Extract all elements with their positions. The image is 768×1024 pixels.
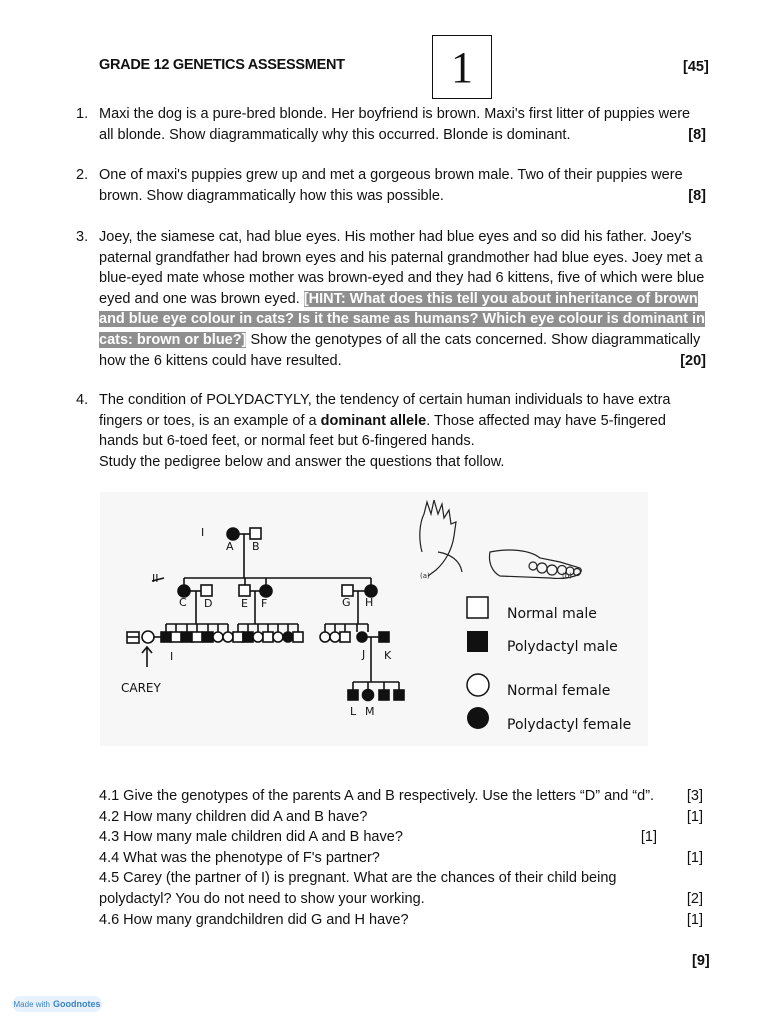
subquestion-text: 4.5 Carey (the partner of I) is pregnant. What are the chances of their child being	[99, 870, 617, 887]
label-j: J	[362, 648, 366, 661]
label-c: C	[179, 596, 187, 609]
subquestion-4-5-cont	[99, 889, 705, 910]
question-instruction: Study the pedigree below and answer the questions that follow.	[99, 453, 505, 470]
page-number: 1	[451, 42, 473, 92]
subquestion-4-6	[99, 910, 705, 931]
legend-filled-square	[467, 631, 488, 652]
question-marks: [8]	[688, 187, 706, 204]
generation-label-ii: II	[152, 572, 159, 585]
person-i	[161, 632, 171, 642]
person-e	[239, 585, 250, 596]
question-2	[76, 165, 706, 206]
question-marks: [20]	[680, 352, 706, 369]
assessment-title: GRADE 12 GENETICS ASSESSMENT	[99, 57, 345, 73]
legend-label-polydactyl-male: Polydactyl male	[507, 639, 618, 655]
person-m	[363, 690, 374, 701]
legend-label-normal-male: Normal male	[507, 606, 597, 622]
subquestion-list	[99, 786, 705, 930]
label-g: G	[342, 596, 351, 609]
question-text: The condition of POLYDACTYLY, the tendency of certain human individuals to have extra fingers or toes, is an example of a	[99, 392, 671, 429]
question-number: 4.	[76, 392, 89, 408]
label-carey: CAREY	[121, 681, 161, 695]
person-b	[250, 528, 261, 539]
subquestion-marks: [2]	[686, 890, 703, 907]
subquestion-text: 4.1 Give the genotypes of the parents A and B respectively. Use the letters “D” and “d”.	[99, 788, 655, 804]
label-f: F	[261, 597, 268, 610]
legend-label-normal-female: Normal female	[507, 683, 611, 699]
legend-open-circle	[467, 674, 489, 696]
person-carey	[142, 631, 154, 643]
label-d: D	[204, 597, 213, 610]
dominant-allele-term: dominant allele	[320, 412, 427, 429]
pedigree-figure	[100, 492, 648, 746]
question-text: Maxi the dog is a pure-bred blonde. Her boyfriend is brown. Maxi's first litter of puppies were all blonde. Show diagrammatically why this occurred. Blonde is dominant.	[99, 106, 691, 143]
legend-label-polydactyl-female: Polydactyl female	[507, 717, 632, 733]
question-text-continued: . Those affected may have 5-fingered hands but 6-toed feet, or normal feet but 6-fingered hands.	[99, 412, 666, 450]
label-k: K	[384, 649, 392, 662]
subquestion-text: 4.2 How many children did A and B have?	[99, 808, 368, 825]
badge-brand: Goodnotes	[52, 999, 101, 1009]
subquestion-marks: [1]	[686, 849, 703, 866]
hint-highlight: [HINT: What does this tell you about inheritance of brown and blue eye colour in cats? Is it the same as humans? Which eye colour is dominant in cats: brown or blue?]	[99, 290, 705, 348]
question-number: 1.	[76, 106, 89, 122]
label-a: A	[226, 540, 234, 553]
label-e: E	[241, 597, 248, 610]
legend-open-square	[467, 597, 488, 618]
question-text: One of maxi's puppies grew up and met a gorgeous brown male. Two of their puppies were brown. Show diagrammatically how this was possible.	[99, 167, 683, 204]
question-text: Joey, the siamese cat, had blue eyes. His mother had blue eyes and so did his father. Joey's paternal grandfather had brown eyes and his paternal grandmother had blue eyes. Joey met a blue-eyed mate whose mother was brown-eyed and they had 6 kittens, five of which were blue eyed and one was brown eyed.	[99, 229, 705, 307]
subquestion-marks: [1]	[686, 911, 703, 928]
subquestion-4-3	[99, 827, 705, 848]
generation-label-i: I	[201, 526, 205, 539]
person-l	[348, 690, 358, 700]
subquestion-marks: [1]	[640, 829, 657, 846]
subquestion-4-5	[99, 868, 705, 889]
caption-a: (a)	[420, 572, 430, 580]
person-j	[357, 632, 367, 642]
label-i: I	[170, 650, 174, 663]
person-k	[379, 632, 389, 642]
person-a	[227, 528, 239, 540]
question-4	[76, 390, 706, 472]
label-h: H	[365, 596, 374, 609]
question-marks: [8]	[688, 126, 706, 143]
page-number-box	[432, 35, 492, 99]
caption-b: (b)	[562, 572, 572, 580]
subquestion-text: 4.4 What was the phenotype of F's partner?	[99, 849, 380, 866]
subquestion-4-2	[99, 807, 705, 828]
person-d	[201, 585, 212, 596]
subquestion-marks: [3]	[686, 788, 703, 804]
subquestion-4-4	[99, 848, 705, 869]
goodnotes-badge	[12, 996, 102, 1012]
subquestion-text: 4.6 How many grandchildren did G and H have?	[99, 911, 409, 928]
label-l: L	[350, 705, 357, 718]
subquestion-text: 4.3 How many male children did A and B have?	[99, 829, 403, 846]
legend-filled-circle	[467, 707, 489, 729]
question-number: 2.	[76, 167, 89, 183]
subquestion-text: polydactyl? You do not need to show your working.	[99, 890, 425, 907]
question-3	[76, 227, 706, 371]
subquestion-marks: [1]	[686, 808, 703, 825]
total-marks: [45]	[683, 59, 709, 75]
question-number: 3.	[76, 229, 89, 245]
person-g	[342, 585, 353, 596]
label-b: B	[252, 540, 260, 553]
person-f	[260, 585, 272, 597]
question-1	[76, 104, 706, 145]
question-text-continued: Show the genotypes of all the cats concerned. Show diagrammatically how the 6 kittens could have resulted.	[99, 331, 701, 369]
label-m: M	[365, 705, 375, 718]
subquestion-4-1	[99, 786, 705, 807]
section-total: [9]	[692, 953, 710, 969]
badge-prefix: Made with	[13, 999, 50, 1009]
